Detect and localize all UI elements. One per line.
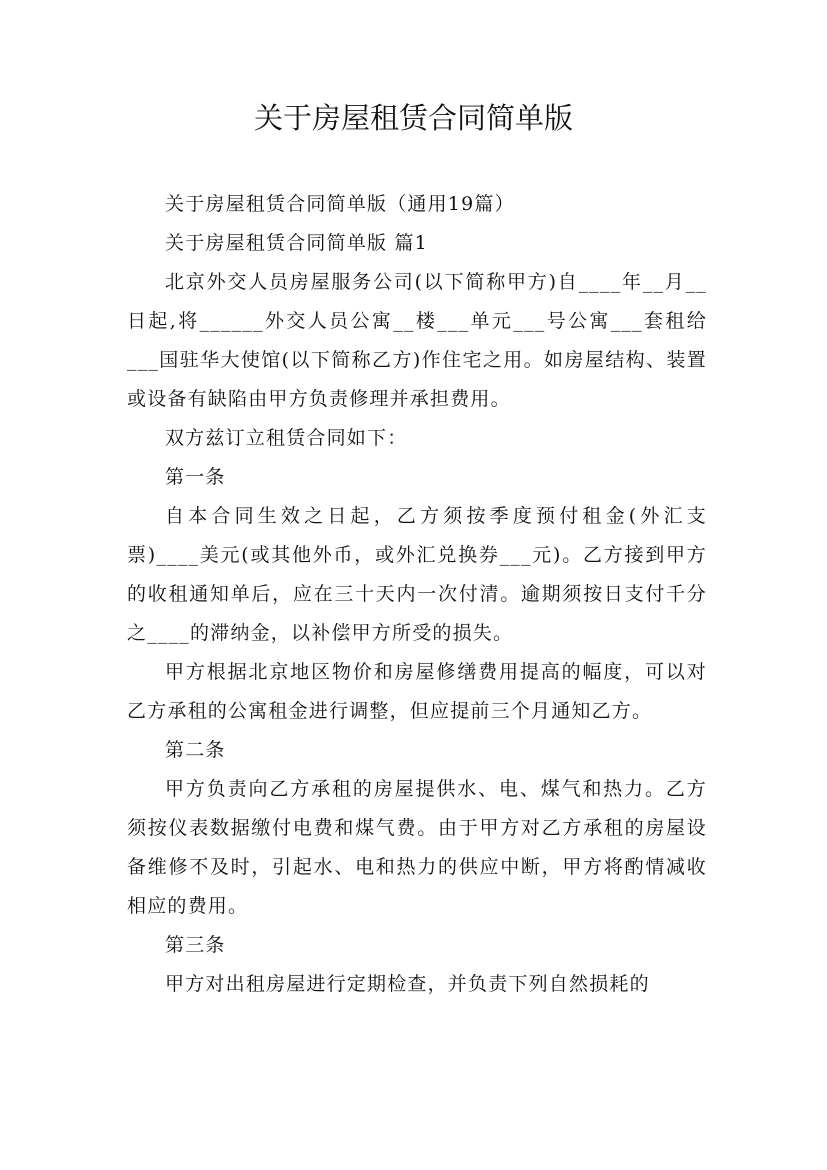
agreement-paragraph: 双方兹订立租赁合同如下： <box>165 427 408 449</box>
section-heading: 关于房屋租赁合同简单版 篇1 <box>165 232 428 254</box>
article-1-paragraph-2: 甲方根据北京地区物价和房屋修缮费用提高的幅度，可以对乙方承租的公寓租金进行调整，但应提前三个月通知乙方。 <box>127 661 707 722</box>
article-1-paragraph-1: 自本合同生效之日起，乙方须按季度预付租金(外汇支票)____美元(或其他外币，或外汇兑换券___元)。乙方接到甲方的收租通知单后，应在三十天内一次付清。逾期须按日支付千分之____的滞纳金，以补偿甲方所受的损失。 <box>127 505 707 644</box>
document-body <box>127 185 707 1004</box>
article-3-heading: 第三条 <box>165 934 226 956</box>
article-1-heading: 第一条 <box>165 466 226 488</box>
document-title: 关于房屋租赁合同简单版 <box>253 101 573 135</box>
intro-paragraph: 北京外交人员房屋服务公司(以下简称甲方)自____年__月__日起,将______外交人员公寓__楼___单元___号公寓___套租给___国驻华大使馆(以下简称乙方)作住宅之用。如房屋结构、装置或设备有缺陷由甲方负责修理并承担费用。 <box>127 271 707 410</box>
subtitle-paragraph: 关于房屋租赁合同简单版（通用19篇） <box>165 193 515 215</box>
article-3-paragraph: 甲方对出租房屋进行定期检查，并负责下列自然损耗的 <box>165 973 650 995</box>
article-2-paragraph: 甲方负责向乙方承租的房屋提供水、电、煤气和热力。乙方须按仪表数据缴付电费和煤气费。由于甲方对乙方承租的房屋设备维修不及时，引起水、电和热力的供应中断，甲方将酌情减收相应的费用。 <box>127 778 707 917</box>
article-2-heading: 第二条 <box>165 739 226 761</box>
